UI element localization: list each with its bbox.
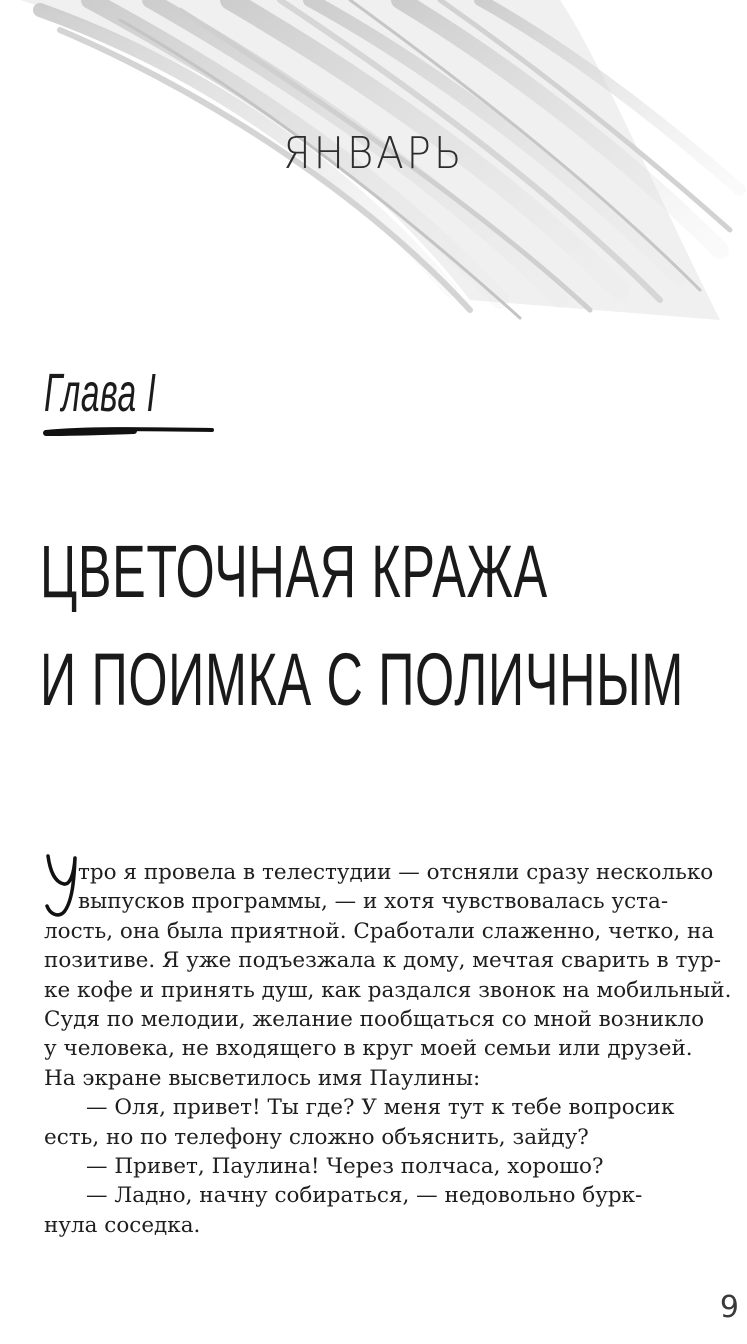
paragraph-line: Судя по мелодии, желание пообщаться со мной возникло [44, 1007, 705, 1033]
dialogue-line: — Привет, Паулина! Через полчаса, хорошо? [86, 1154, 604, 1180]
paragraph-line: позитиве. Я уже подъезжала к дому, мечтая сварить в тур- [44, 948, 722, 974]
paragraph-line: лость, она была приятной. Сработали слаженно, четко, на [44, 918, 715, 944]
chapter-underline-stroke [44, 424, 214, 438]
body-text [44, 833, 732, 1240]
dialogue-line: есть, но по телефону сложно объяснить, зайду? [44, 1124, 589, 1150]
page-number: 9 [719, 1290, 739, 1325]
dialogue-line: — Ладно, начну собираться, — недовольно бурк- [86, 1183, 643, 1209]
paragraph-line: у человека, не входящего в круг моей семьи или друзей. [44, 1036, 693, 1062]
chapter-title-line-2: И ПОИМКА С ПОЛИЧНЫМ [40, 638, 684, 721]
drop-cap-letter: У [44, 833, 60, 858]
dialogue-line: нула соседка. [44, 1212, 201, 1238]
chapter-title-line-1: ЦВЕТОЧНАЯ КРАЖА [40, 530, 548, 613]
month-heading: ЯНВАРЬ [282, 128, 465, 179]
paragraph-line: выпусков программы, — и хотя чувствовалась уста- [78, 889, 669, 915]
paragraph-line: ке кофе и принять душ, как раздался звонок на мобильный. [44, 977, 732, 1003]
drop-cap [44, 833, 78, 918]
paragraph-line: тро я провела в телестудии — отсняли сразу несколько [78, 860, 714, 885]
chapter-title [40, 518, 684, 734]
paragraph-line: На экране высветилось имя Паулины: [44, 1065, 481, 1091]
dialogue-line: — Оля, привет! Ты где? У меня тут к тебе вопросик [86, 1095, 675, 1121]
chapter-label: Глава I [44, 363, 157, 423]
